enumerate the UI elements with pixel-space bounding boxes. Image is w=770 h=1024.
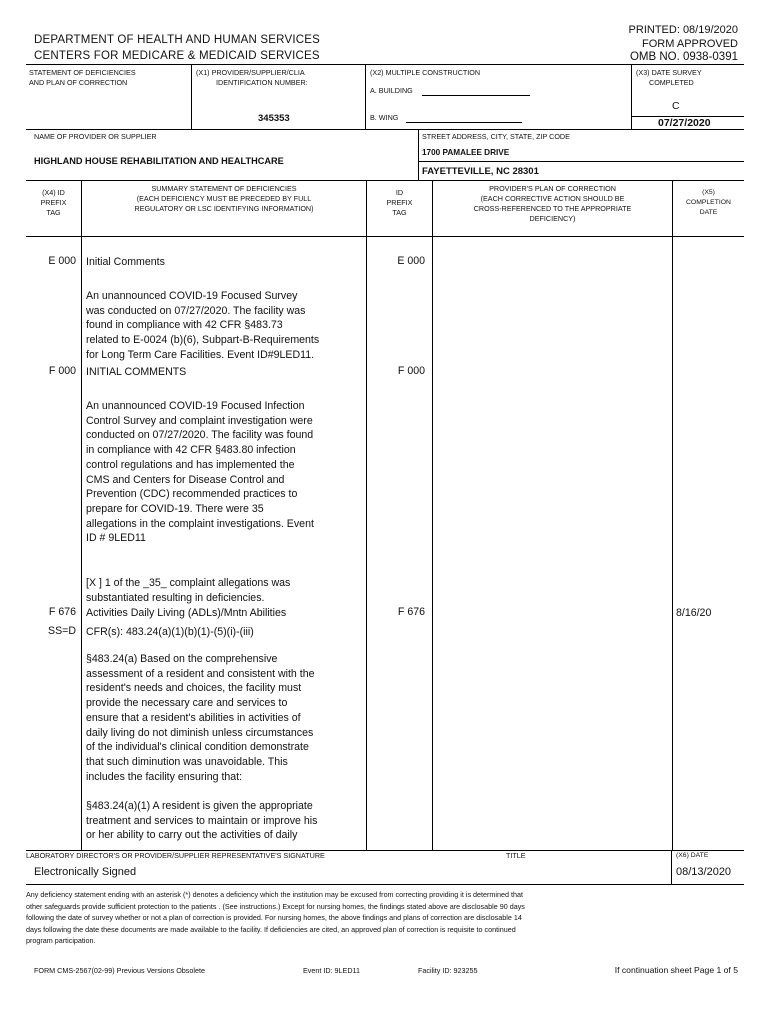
f676-paragraph-2: §483.24(a)(1) A resident is given the appropriate treatment and services to maintain or improve his or her ability to carry out the activities of daily — [86, 800, 318, 842]
statement-label-1: STATEMENT OF DEFICIENCIES — [29, 68, 136, 77]
col-id-header: ID PREFIX TAG — [386, 188, 413, 217]
address-label: STREET ADDRESS, CITY, STATE, ZIP CODE — [422, 132, 570, 141]
page-indicator: If continuation sheet Page 1 of 5 — [614, 965, 738, 975]
rule-v-tag — [81, 180, 82, 850]
city-state-zip: FAYETTEVILLE, NC 28301 — [422, 166, 539, 177]
col-summary-header: SUMMARY STATEMENT OF DEFICIENCIES (EACH DEFICIENCY MUST BE PRECEDED BY FULL REGULATORY OR LSC IDENTIFYING INFORMATION) — [134, 184, 314, 213]
printed-date: PRINTED: 08/19/2020 — [628, 24, 738, 36]
facility-id: Facility ID: 923255 — [418, 966, 478, 975]
statement-label-2: AND PLAN OF CORRECTION — [29, 78, 128, 87]
col-plan-header: PROVIDER'S PLAN OF CORRECTION (EACH CORRECTIVE ACTION SHOULD BE CROSS-REFERENCED TO THE APPROPRIATE DEFICIENCY) — [473, 184, 632, 223]
rule-v-date — [671, 850, 672, 884]
x1-label-2: IDENTIFICATION NUMBER: — [216, 78, 308, 87]
f000-right-tag: F 000 — [397, 365, 425, 377]
rule-v-id — [432, 180, 433, 850]
form-approved: FORM APPROVED — [642, 38, 738, 50]
omb-number: OMB NO. 0938-0391 — [629, 51, 738, 63]
f000-title: INITIAL COMMENTS — [86, 366, 187, 378]
provider-name: HIGHLAND HOUSE REHABILITATION AND HEALTHCARE — [34, 156, 284, 166]
rule-v-x3 — [631, 64, 632, 129]
x2-label: (X2) MULTIPLE CONSTRUCTION — [370, 68, 481, 77]
rule-v-plan — [672, 180, 673, 850]
rule-v-x1 — [191, 64, 192, 129]
f676-completion-date: 8/16/20 — [676, 607, 712, 619]
complaint-summary: [X ] 1 of the _35_ complaint allegations was substantiated resulting in deficiencies. — [86, 577, 291, 604]
col-x4-header: (X4) ID PREFIX TAG — [40, 188, 67, 217]
e000-tag: E 000 — [48, 255, 76, 267]
title-label: TITLE — [506, 851, 526, 860]
rule-provider — [26, 180, 744, 181]
rule-street — [418, 161, 744, 162]
signature-label: LABORATORY DIRECTOR'S OR PROVIDER/SUPPLIER REPRESENTATIVE'S SIGNATURE — [26, 851, 325, 860]
department-title: DEPARTMENT OF HEALTH AND HUMAN SERVICES — [34, 34, 320, 46]
f000-body: An unannounced COVID-19 Focused Infection Control Survey and complaint investigation were conducted on 07/27/2020. The facility was found in compliance with 42 CFR §483.80 infection control regulations and has implemented the CMS and Centers for Disease Control and Prevention (CDC) recommended practices to prepare for COVID-19. There were 35 allegations in the complaint investigations. Event ID # 9LED11 — [86, 400, 314, 545]
e000-body: An unannounced COVID-19 Focused Survey was conducted on 07/27/2020. The facility was found in compliance with 42 CFR §483.73 related to E-0024 (b)(6), Subpart-B-Requirements for Long Term Care Facilities. Event ID#9LED11. — [86, 290, 320, 361]
provider-name-label: NAME OF PROVIDER OR SUPPLIER — [34, 132, 157, 141]
rule-top — [26, 64, 744, 65]
rule-v-summary — [366, 180, 367, 850]
event-id: Event ID: 9LED11 — [303, 966, 360, 975]
building-label: A. BUILDING — [370, 86, 413, 95]
agency-title: CENTERS FOR MEDICARE & MEDICAID SERVICES — [34, 50, 320, 62]
x3-label-2: COMPLETED — [649, 78, 694, 87]
f676-title: Activities Daily Living (ADLs)/Mntn Abilities — [86, 607, 287, 619]
survey-date: 07/27/2020 — [658, 117, 711, 129]
x1-label-1: (X1) PROVIDER/SUPPLIER/CLIA — [196, 68, 305, 77]
f676-right-tag: F 676 — [397, 606, 425, 618]
wing-label: B. WING — [370, 113, 399, 122]
rule-v-address — [418, 129, 419, 180]
date-label: (X6) DATE — [676, 852, 709, 859]
provider-id-number: 345353 — [258, 113, 290, 124]
f676-cfr: CFR(s): 483.24(a)(1)(b)(1)-(5)(i)-(iii) — [86, 626, 254, 638]
x3-label-1: (X3) DATE SURVEY — [636, 68, 702, 77]
rule-v-x2 — [365, 64, 366, 129]
wing-blank — [406, 122, 522, 123]
f676-scope-severity: SS=D — [48, 625, 76, 637]
rule-id-row — [26, 129, 744, 130]
e000-title: Initial Comments — [86, 256, 165, 268]
f000-tag: F 000 — [48, 365, 76, 377]
form-number: FORM CMS-2567(02-99) Previous Versions Obsolete — [34, 966, 205, 975]
disclaimer-text: Any deficiency statement ending with an asterisk (*) denotes a deficiency which the institution may be excused from correcting providing it is determined that other safeguards provide sufficient protection to the patients . (See instructions.) Except for nursing homes, the findings stated above are disclosable 90 days following the date of survey whether or not a plan of correction is provided. For nursing homes, the above findings and plans of correction are disclosable 14 days following the date these documents are made available to the facility. If deficiencies are cited, an approved plan of correction is requisite to continued program participation. — [26, 890, 525, 946]
x3-code: C — [672, 100, 680, 112]
f676-tag: F 676 — [48, 606, 76, 618]
rule-signature-bottom — [26, 884, 744, 885]
e000-right-tag: E 000 — [397, 255, 425, 267]
street-address: 1700 PAMALEE DRIVE — [422, 148, 510, 157]
f676-paragraph-1: §483.24(a) Based on the comprehensive assessment of a resident and consistent with the resident's needs and choices, the facility must provide the necessary care and services to ensure that a resident's abilities in activities of daily living do not diminish unless circumstances of the individual's clinical condition demonstrate that such diminution was unavoidable. This includes the facility ensuring that: — [86, 653, 315, 783]
building-blank — [422, 95, 530, 96]
col-x5-header: (X5) COMPLETION DATE — [686, 189, 731, 216]
rule-columns — [26, 236, 744, 237]
signature-value: Electronically Signed — [34, 866, 137, 878]
signature-date: 08/13/2020 — [676, 866, 732, 878]
